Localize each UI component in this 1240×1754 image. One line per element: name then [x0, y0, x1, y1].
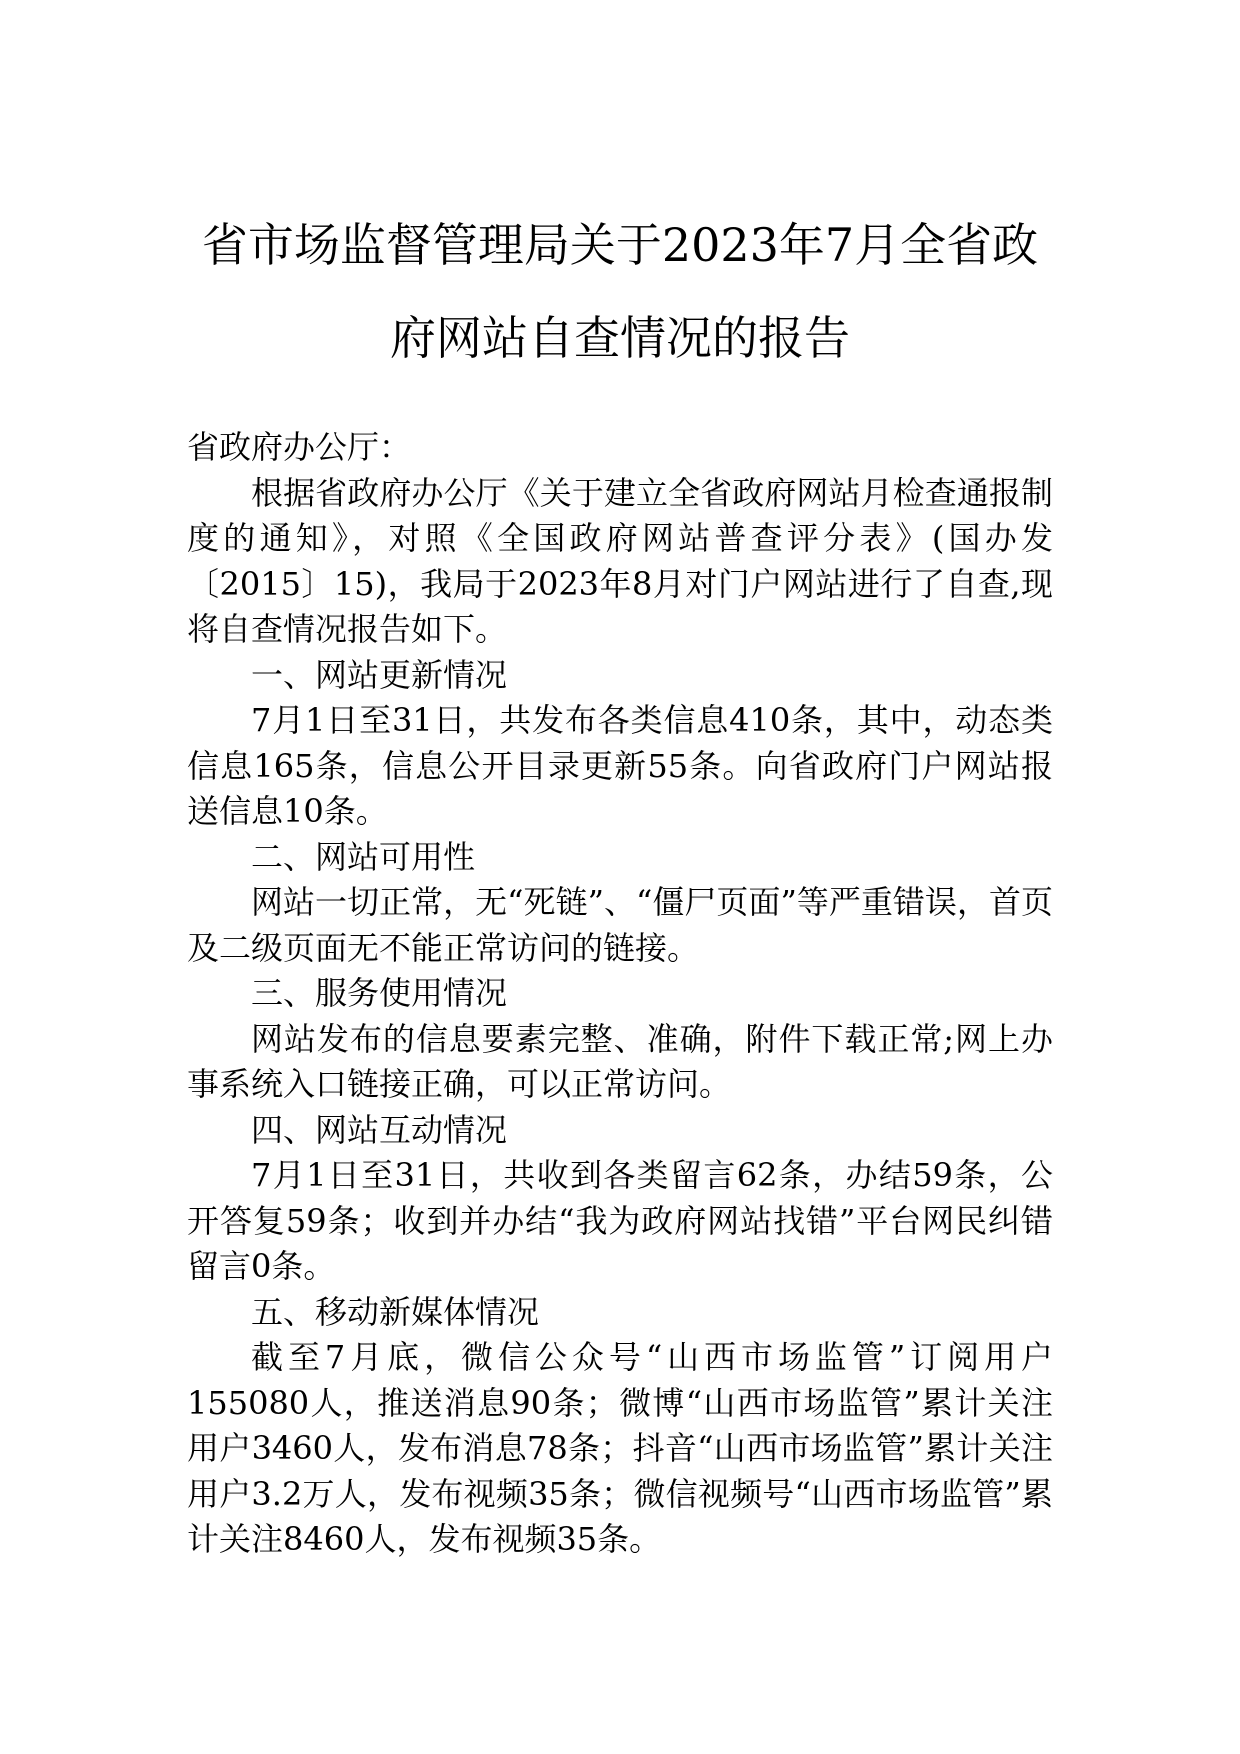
section-heading-service-usage: 三、服务使用情况	[251, 974, 508, 1012]
document-title-line-2: 府网站自查情况的报告	[390, 311, 850, 365]
addressee: 省政府办公厅：	[187, 428, 412, 466]
paragraph-website-availability: 网站一切正常，无“死链”、“僵尸页面”等严重错误，首页及二级页面无不能正常访问的链接。	[187, 883, 1053, 967]
section-heading-website-availability: 二、网站可用性	[251, 837, 476, 876]
paragraph-website-interaction: 7月1日至31日，共收到各类留言62条，办结59条，公开答复59条；收到并办结“我为政府网站找错”平台网民纠错留言0条。	[187, 1156, 1053, 1285]
paragraph-service-usage: 网站发布的信息要素完整、准确，附件下载正常;网上办事系统入口链接正确，可以正常访问。	[187, 1019, 1053, 1103]
section-heading-website-updates: 一、网站更新情况	[251, 655, 508, 694]
document-body	[187, 425, 1053, 1563]
paragraph-intro: 根据省政府办公厅《关于建立全省政府网站月检查通报制度的通知》，对照《全国政府网站普查评分表》(国办发〔2015〕15)，我局于2023年8月对门户网站进行了自查,现将自查情况报告如下。	[187, 473, 1053, 648]
section-heading-website-interaction: 四、网站互动情况	[251, 1110, 508, 1149]
paragraph-website-updates: 7月1日至31日，共发布各类信息410条，其中，动态类信息165条，信息公开目录更新55条。向省政府门户网站报送信息10条。	[187, 701, 1053, 830]
document-title-line-1: 省市场监督管理局关于2023年7月全省政	[201, 218, 1039, 272]
paragraph-new-media: 截至7月底，微信公众号“山西市场监管”订阅用户155080人，推送消息90条；微博“山西市场监管”累计关注用户3460人，发布消息78条；抖音“山西市场监管”累计关注用户3.2万人，发布视频35条；微信视频号“山西市场监管”累计关注8460人，发布视频35条。	[187, 1338, 1053, 1558]
section-heading-new-media: 五、移动新媒体情况	[251, 1292, 540, 1331]
